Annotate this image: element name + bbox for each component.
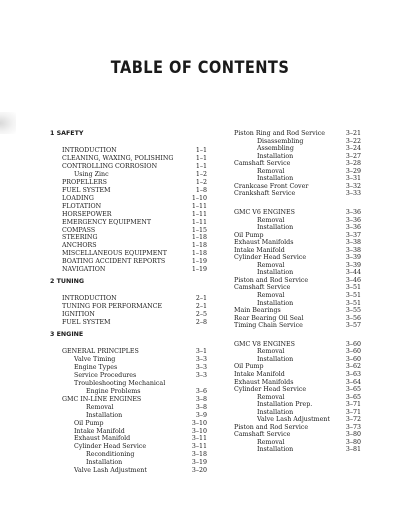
toc-entry [62,319,207,327]
toc-entry [62,435,207,443]
toc-entry [234,446,361,454]
toc-entry-label: Engine Types [74,363,118,371]
toc-entry [62,380,207,388]
toc-entry [62,356,207,364]
toc-entry [62,311,207,319]
toc-entry-label: IGNITION [62,311,95,319]
toc-entry-label: GMC IN-LINE ENGINES [62,395,142,403]
toc-entry [62,404,207,412]
toc-entry-page: 1–1 [195,162,207,170]
toc-entry-page: 3–63 [345,370,361,378]
toc-entry-label: FLOTATION [62,202,102,210]
page-edge-shadow [0,112,16,134]
section-heading: 2 TUNING [50,278,85,286]
toc-entry-label: FUEL SYSTEM [62,186,111,194]
toc-entry-page: 3–8 [195,395,207,403]
toc-entry-page: 3–73 [345,423,361,431]
toc-entry-page: 3–38 [345,239,361,247]
toc-entry-page: 3–62 [345,363,361,371]
toc-entry-label: TUNING FOR PERFORMANCE [62,303,163,311]
toc-entry-label: Installation [257,355,294,363]
toc-entry-page: 1–8 [195,186,207,194]
toc-entry-label: HORSEPOWER [62,210,112,218]
toc-entry-page: 3–32 [345,182,361,190]
toc-entry [62,459,207,467]
toc-entry-label: Valve Lash Adjustment [74,467,147,475]
toc-entry-label: PROPELLERS [62,178,107,186]
toc-entry-page: 3–60 [345,355,361,363]
toc-entry-label: Main Bearings [234,307,281,315]
toc-entry-label: Crankshaft Service [234,190,296,198]
toc-entry-page: 3–29 [345,167,361,175]
toc-entry-page: 3–24 [345,145,361,153]
toc-entry [62,295,207,303]
toc-entry-label: Intake Manifold [234,246,285,254]
toc-entry-label: Oil Pump [74,419,104,427]
toc-entry-label: Installation [86,459,123,467]
toc-entry-label: CLEANING, WAXING, POLISHING [62,154,174,162]
toc-entry-page: 2–1 [195,303,207,311]
toc-entry-page: 1–1 [195,154,207,162]
toc-entry-page: 3–10 [191,427,207,435]
toc-entry-label: Camshaft Service [234,284,291,292]
toc-entry-page: 3–80 [345,431,361,439]
toc-entry-page: 3–31 [345,175,361,183]
toc-entry [62,372,207,380]
toc-entry-page: 2–5 [195,311,207,319]
toc-entry-label: Crankcase Front Cover [234,182,309,190]
toc-entry-page: 3–44 [345,269,361,277]
toc-entry-page: 3–57 [345,322,361,330]
toc-entry-page: 3–72 [345,416,361,424]
toc-entry-label: Valve Timing [74,355,116,363]
toc-entry-label: COMPASS [62,226,96,234]
toc-entry-page: 1–11 [191,210,207,218]
toc-entry-label: Installation [257,175,294,183]
toc-entry-page: 1–10 [191,194,207,202]
toc-entry [62,443,207,451]
toc-entry-page: 3–20 [191,467,207,475]
toc-entry [62,348,207,356]
toc-entry-page: 3–39 [345,254,361,262]
toc-entry-page: 3–11 [191,435,207,443]
toc-entry-page: 3–6 [195,387,207,395]
toc-entry-page: 3–21 [345,130,361,137]
toc-entry-page: 3–65 [345,386,361,394]
toc-entry-label: Installation [257,224,294,232]
section-heading: 1 SAFETY [50,130,84,137]
toc-entry-label: STEERING [62,234,98,242]
toc-entry-page: 1–1 [195,147,207,154]
toc-entry-page: 3–36 [345,208,361,216]
toc-entry-label: Exhaust Manifold [74,435,131,443]
toc-entry-page: 3–27 [345,152,361,160]
toc-entry-page: 3–18 [191,451,207,459]
toc-entry-label: Camshaft Service [234,160,291,168]
page-title: TABLE OF CONTENTS [110,58,290,78]
toc-entry-label: Intake Manifold [234,370,285,378]
toc-entry-page: 3–1 [195,348,207,355]
toc-entry-label: GENERAL PRINCIPLES [62,348,139,355]
toc-entry-page: 3–71 [345,401,361,409]
toc-entry [62,250,207,258]
toc-entry-page: 1–18 [191,234,207,242]
toc-entry-page: 3–37 [345,231,361,239]
toc-entry-label: CONTROLLING CORROSION [62,162,158,170]
toc-entry [62,242,207,250]
toc-entry [234,190,361,198]
toc-entry-page: 2–1 [195,295,207,303]
toc-entry-label: Piston Ring and Rod Service [234,130,325,137]
toc-entry-label: Piston and Rod Service [234,276,309,284]
toc-entry-page: 3–51 [345,284,361,292]
toc-entry [234,322,361,330]
toc-entry [62,187,207,195]
toc-entry-label: Installation [257,408,294,416]
toc-entry [62,211,207,219]
toc-entry-page: 3–9 [195,411,207,419]
toc-entry-page: 3–19 [191,459,207,467]
toc-entry [62,147,207,155]
toc-entry-page: 1–19 [191,258,207,266]
toc-entry-page: 3–22 [345,137,361,145]
toc-entry-page: 1–15 [191,226,207,234]
toc-entry-page: 3–60 [345,340,361,348]
toc-entry-page: 3–60 [345,348,361,356]
toc-entry [62,266,207,274]
toc-entry-label: Removal [257,261,285,269]
toc-entry [62,155,207,163]
toc-entry-page: 1–18 [191,250,207,258]
toc-entry-label: Exhaust Manifolds [234,378,294,386]
toc-entry-label: Removal [86,403,114,411]
toc-entry-page: 3–8 [195,403,207,411]
toc-entry-label: EMERGENCY EQUIPMENT [62,218,152,226]
toc-entry [62,467,207,475]
toc-entry-label: Timing Chain Service [234,322,303,330]
toc-entry [62,219,207,227]
toc-entry-label: FUEL SYSTEM [62,319,111,327]
toc-entry [62,258,207,266]
toc-entry [62,412,207,420]
toc-entry [62,203,207,211]
toc-entry-label: Removal [257,292,285,299]
toc-entry-label: Removal [257,438,285,446]
toc-entry-page: 3–51 [345,292,361,299]
toc-entry-page: 3–56 [345,314,361,322]
toc-entry-label: Oil Pump [234,363,264,371]
toc-entry-page: 3–51 [345,299,361,307]
toc-entry-label: Cylinder Head Service [234,386,307,394]
toc-entry-label: BOATING ACCIDENT REPORTS [62,258,166,266]
toc-entry-page: 3–64 [345,378,361,386]
toc-entry-label: Installation [257,269,294,277]
toc-entry-label: INTRODUCTION [62,147,117,154]
toc-entry-label: GMC V6 ENGINES [234,208,295,216]
toc-entry-page: 3–81 [345,446,361,454]
toc-entry-label: Piston and Rod Service [234,423,309,431]
toc-entry-page: 1–11 [191,202,207,210]
toc-entry-label: Camshaft Service [234,431,291,439]
toc-entry-label: Removal [257,167,285,175]
toc-entry-label: NAVIGATION [62,266,106,274]
toc-entry-page: 3–80 [345,438,361,446]
toc-entry-label: INTRODUCTION [62,295,117,303]
toc-entry [62,227,207,235]
toc-entry [62,234,207,242]
toc-entry-page: 1–11 [191,218,207,226]
toc-entry [62,388,207,396]
toc-entry-label: MISCELLANEOUS EQUIPMENT [62,250,168,258]
toc-entry [62,163,207,171]
toc-entry-page: 3–71 [345,408,361,416]
toc-entry-label: Disassembling [257,137,304,145]
toc-entry-page: 1–2 [195,170,207,178]
toc-entry-label: Assembling [257,145,294,153]
toc-entry-page: 3–11 [191,443,207,451]
toc-entry-label: Installation [257,152,294,160]
toc-entry-label: Installation [257,446,294,454]
toc-entry-label: Engine Problems [86,387,141,395]
toc-entry-page: 3–10 [191,419,207,427]
toc-entry [62,364,207,372]
toc-entry-page: 3–36 [345,216,361,224]
toc-entry-label: Rear Bearing Oil Seal [234,314,304,322]
toc-entry-label: GMC V8 ENGINES [234,340,295,348]
toc-entry-label: Installation Prep. [257,401,313,409]
toc-entry-page: 3–55 [345,307,361,315]
toc-entry-page: 1–2 [195,178,207,186]
toc-entry-label: Valve Lash Adjustment [257,416,330,424]
toc-entry-page: 2–8 [195,319,207,327]
toc-entry-label: Installation [257,299,294,307]
toc-entry [62,179,207,187]
toc-entry [62,171,207,179]
toc-entry [62,303,207,311]
toc-entry [62,396,207,404]
toc-entry-page: 3–39 [345,261,361,269]
section-heading: 3 ENGINE [50,331,84,338]
toc-entry-label: Cylinder Head Service [74,443,147,451]
toc-entry-label: Service Procedures [74,371,137,379]
toc-entry-page: 1–19 [191,266,207,274]
toc-entry-page: 3–33 [345,190,361,198]
toc-entry-page: 3–36 [345,224,361,232]
toc-entry-page: 3–3 [195,355,207,363]
toc-entry-page: 3–28 [345,160,361,168]
toc-entry-label: Exhaust Manifolds [234,239,294,247]
toc-entry-page: 3–65 [345,393,361,401]
toc-entry-label: Cylinder Head Service [234,254,307,262]
toc-entry-label: LOADING [62,194,94,202]
toc-entry [62,195,207,203]
toc-entry-label: Removal [257,348,285,356]
toc-entry-label: Reconditioning [86,451,135,459]
toc-entry-label: Troubleshooting Mechanical [74,379,166,387]
toc-entry-label: Oil Pump [234,231,264,239]
toc-entry-label: Removal [257,393,285,401]
toc-entry-label: Using Zinc [74,170,109,178]
toc-entry [62,451,207,459]
toc-entry-page: 3–46 [345,276,361,284]
toc-entry-page: 3–38 [345,246,361,254]
toc-entry-label: Intake Manifold [74,427,125,435]
toc-entry [62,428,207,436]
toc-entry-page: 3–3 [195,363,207,371]
toc-entry-label: Removal [257,216,285,224]
toc-entry-label: ANCHORS [62,242,97,250]
toc-entry [62,420,207,428]
toc-entry-page: 3–3 [195,371,207,379]
toc-entry-page: 1–18 [191,242,207,250]
toc-entry-label: Installation [86,411,123,419]
